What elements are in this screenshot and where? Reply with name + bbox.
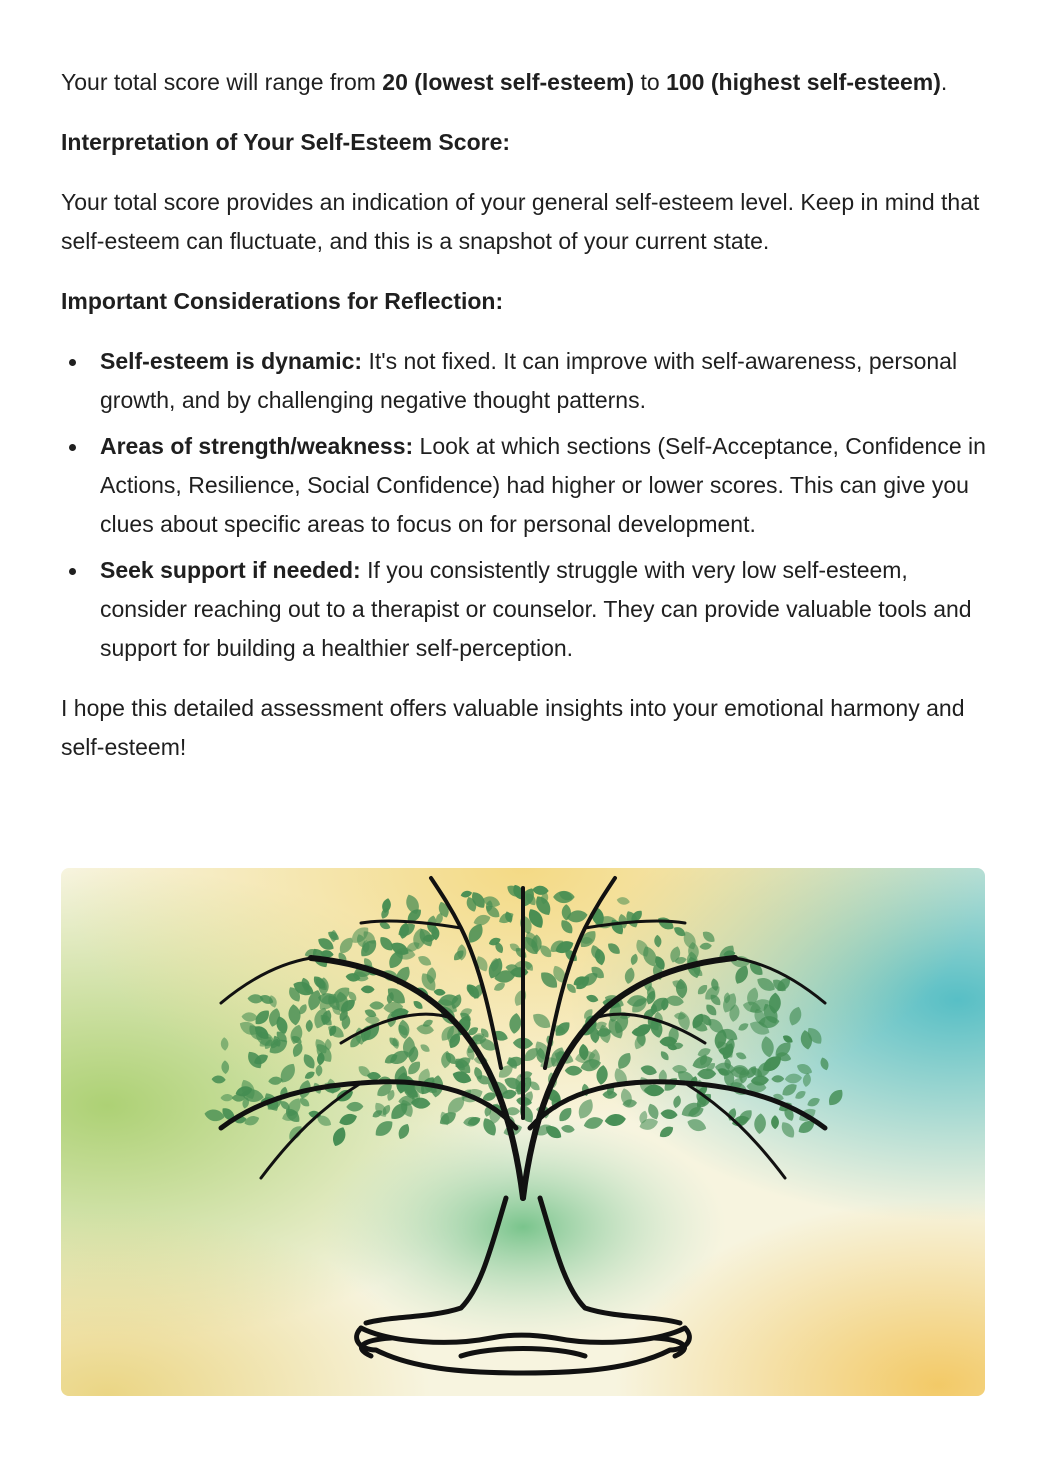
list-item-title: Self-esteem is dynamic:	[100, 348, 363, 374]
list-item-text: If you consistently struggle with very low self-esteem, consider reaching out to a therapist or counselor. They can provide valuable tools and support for building a healthier self-perception.	[100, 557, 972, 661]
score-range-paragraph	[61, 63, 991, 102]
interpretation-text: Your total score provides an indication of your general self-esteem level. Keep in mind that self-esteem can fluctuate, and this is a snapshot of your current state.	[61, 189, 980, 254]
meditating-tree-image[interactable]	[61, 868, 985, 1396]
meditating-tree-illustration-icon	[61, 868, 985, 1396]
score-range-text: Your total score will range from	[61, 69, 383, 95]
list-item-title: Areas of strength/weakness:	[100, 433, 414, 459]
considerations-list	[61, 342, 991, 668]
score-high: 100 (highest self-esteem)	[666, 69, 941, 95]
score-range-connector: to	[634, 69, 667, 95]
list-item-title: Seek support if needed:	[100, 557, 361, 583]
closing-paragraph: I hope this detailed assessment offers valuable insights into your emotional harmony and self-esteem!	[61, 695, 965, 760]
interpretation-heading: Interpretation of Your Self-Esteem Score:	[61, 129, 511, 155]
list-item-text: Look at which sections (Self-Acceptance, Confidence in Actions, Resilience, Social Confidence) had higher or lower scores. This can give you clues about specific areas to focus on for personal development.	[100, 433, 986, 537]
list-item	[100, 342, 991, 420]
list-item-text: It's not fixed. It can improve with self-awareness, personal growth, and by challenging negative thought patterns.	[100, 348, 958, 413]
score-range-end: .	[940, 69, 948, 95]
response-content	[61, 63, 991, 767]
list-item	[100, 551, 991, 668]
list-item	[100, 427, 991, 544]
considerations-heading: Important Considerations for Reflection:	[61, 288, 504, 314]
score-low: 20 (lowest self-esteem)	[382, 69, 635, 95]
